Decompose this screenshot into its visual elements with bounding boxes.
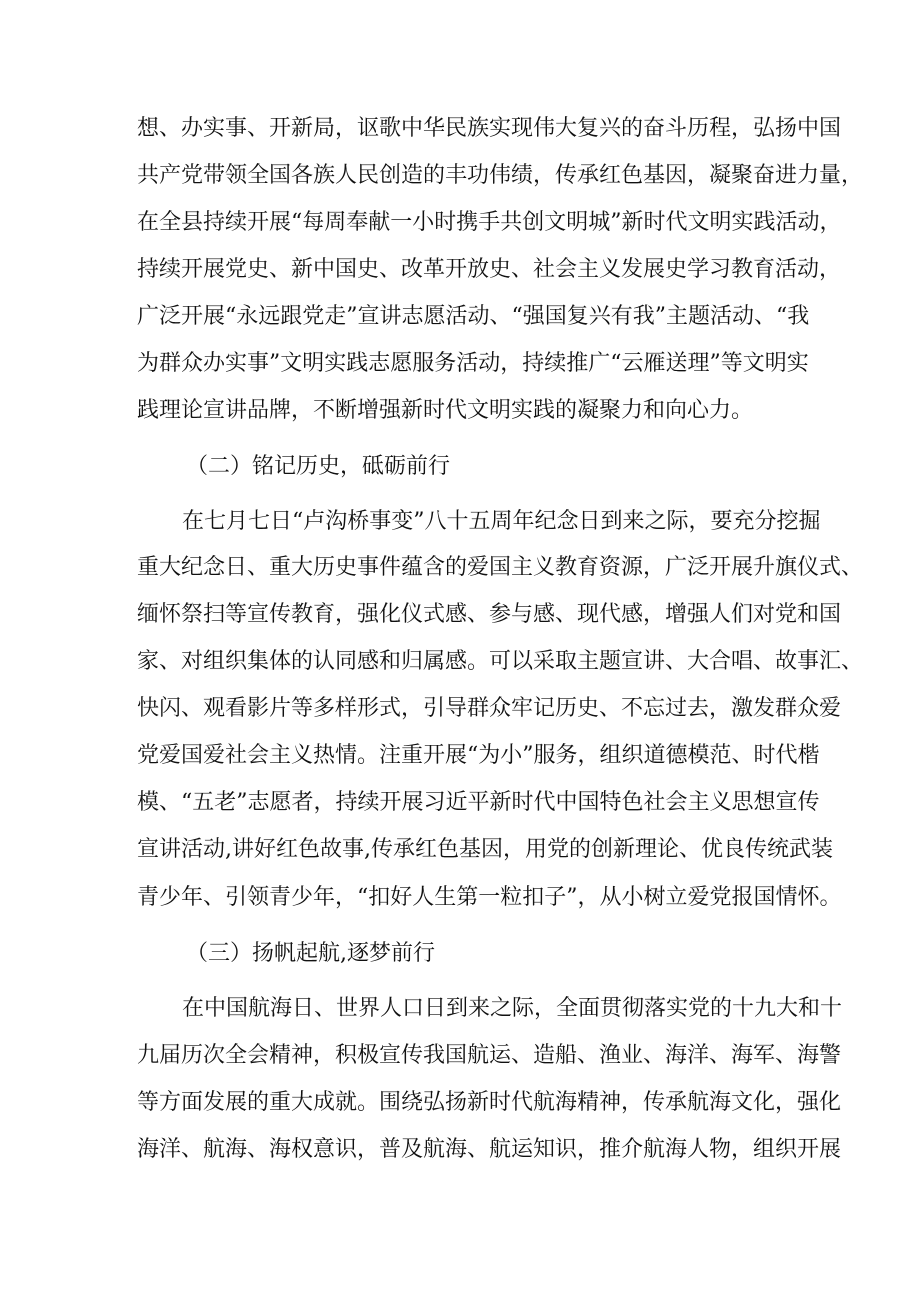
paragraph-line: 宣讲活动,讲好红色故事,传承红色基因，用党的创新理论、优良传统武装 xyxy=(137,837,833,862)
paragraph-line: 想、办实事、开新局，讴歌中华民族实现伟大复兴的奋斗历程，弘扬中国 xyxy=(137,116,842,141)
paragraph-line: 广泛开展“永远跟党走”宣讲志愿活动、“强国复兴有我”主题活动、“我 xyxy=(137,304,810,329)
paragraph-line: 家、对组织集体的认同感和归属感。可以采取主题宣讲、大合唱、故事汇、 xyxy=(137,649,864,674)
paragraph-line: 青少年、引领青少年，“扣好人生第一粒扣子”，从小树立爱党报国情怀。 xyxy=(137,885,842,910)
paragraph-line: 党爱国爱社会主义热情。注重开展“为小”服务，组织道德模范、时代楷 xyxy=(137,743,820,768)
paragraph-line: 缅怀祭扫等宣传教育，强化仪式感、参与感、现代感，增强人们对党和国 xyxy=(137,602,842,627)
paragraph-line: 在全县持续开展“每周奉献一小时携手共创文明城”新时代文明实践活动， xyxy=(137,210,842,235)
paragraph-line: 重大纪念日、重大历史事件蕴含的爱国主义教育资源，广泛开展升旗仪式、 xyxy=(137,555,864,580)
paragraph-line: 在七月七日“卢沟桥事变”八十五周年纪念日到来之际，要充分挖掘 xyxy=(182,509,821,534)
paragraph-line: 模、“五老”志愿者，持续开展习近平新时代中国特色社会主义思想宣传 xyxy=(137,790,820,815)
paragraph-line: 共产党带领全国各族人民创造的丰功伟绩，传承红色基因，凝聚奋进力量， xyxy=(137,163,864,188)
paragraph-line: 海洋、航海、海权意识，普及航海、航运知识，推介航海人物，组织开展 xyxy=(137,1137,842,1162)
paragraph-line: 快闪、观看影片等多样形式，引导群众牢记历史、不忘过去，激发群众爱 xyxy=(137,696,842,721)
paragraph-line: 在中国航海日、世界人口日到来之际，全面贯彻落实党的十九大和十 xyxy=(182,996,843,1021)
paragraph-line: 践理论宣讲品牌，不断增强新时代文明实践的凝聚力和向心力。 xyxy=(137,398,754,423)
paragraph-line: 九届历次全会精神，积极宣传我国航运、造船、渔业、海洋、海军、海警 xyxy=(137,1043,842,1068)
paragraph-line: 为群众办实事”文明实践志愿服务活动，持续推广“云雁送理”等文明实 xyxy=(137,351,809,376)
section-heading: （三）扬帆起航,逐梦前行 xyxy=(186,941,435,966)
section-heading: （二）铭记历史，砥砺前行 xyxy=(186,454,451,479)
paragraph-line: 等方面发展的重大成就。围绕弘扬新时代航海精神，传承航海文化，强化 xyxy=(137,1090,842,1115)
paragraph-line: 持续开展党史、新中国史、改革开放史、社会主义发展史学习教育活动， xyxy=(137,257,842,282)
